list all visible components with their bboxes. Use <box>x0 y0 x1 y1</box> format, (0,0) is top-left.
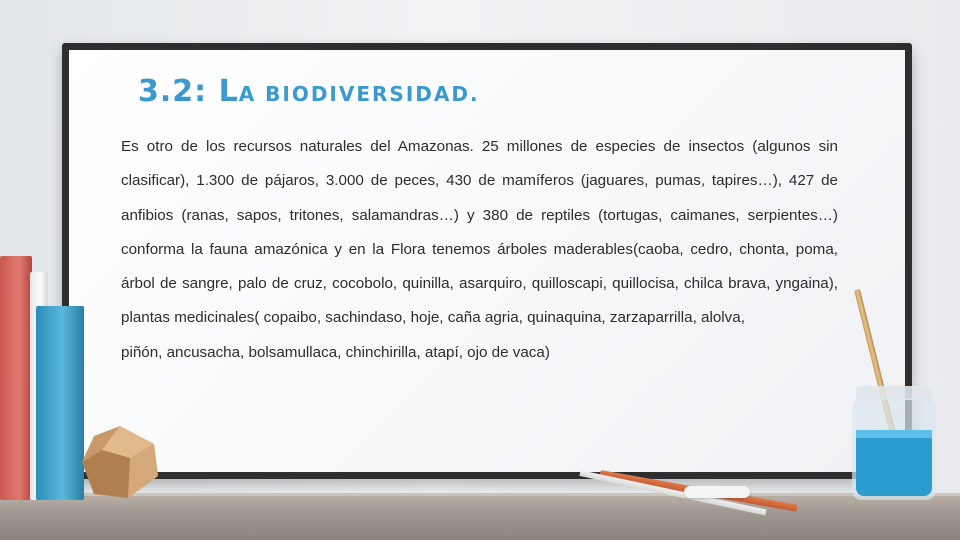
title-rest: A BIODIVERSIDAD. <box>238 82 480 106</box>
eraser-icon <box>684 486 750 498</box>
slide-title <box>138 74 480 109</box>
body-paragraph: Es otro de los recursos naturales del Amazonas. 25 millones de especies de insectos (algunos sin clasificar), 1.300 de pájaros, 3.000 de peces, 430 de mamíferos (jaguares, pumas, tapires…), 427 de anfibios (ranas, sapos, tritones, salamandras…) y 380 de reptiles (tortugas, caimanes, serpientes…) conforma la fauna amazónica y en la Flora tenemos árboles maderables(caoba, cedro, chonta, poma, árbol de sangre, palo de cruz, cocobolo, quinilla, asarquiro, quilloscapi, quillocisa, chilca brava, yngaina), plantas medicinales( copaibo, sachindaso, hoje, caña agria, quinaquina, zarzaparrilla, alolva, <box>121 138 838 327</box>
shelf <box>0 496 960 540</box>
slide-body <box>121 130 838 370</box>
paint-jar-icon <box>848 386 940 502</box>
title-lead: 3.2: L <box>138 74 239 109</box>
books-icon <box>0 256 32 500</box>
book-blue <box>36 306 84 500</box>
body-paragraph-last-line: piñón, ancusacha, bolsamullaca, chinchirilla, atapí, ojo de vaca) <box>121 343 550 361</box>
polyhedron-icon <box>80 424 160 500</box>
